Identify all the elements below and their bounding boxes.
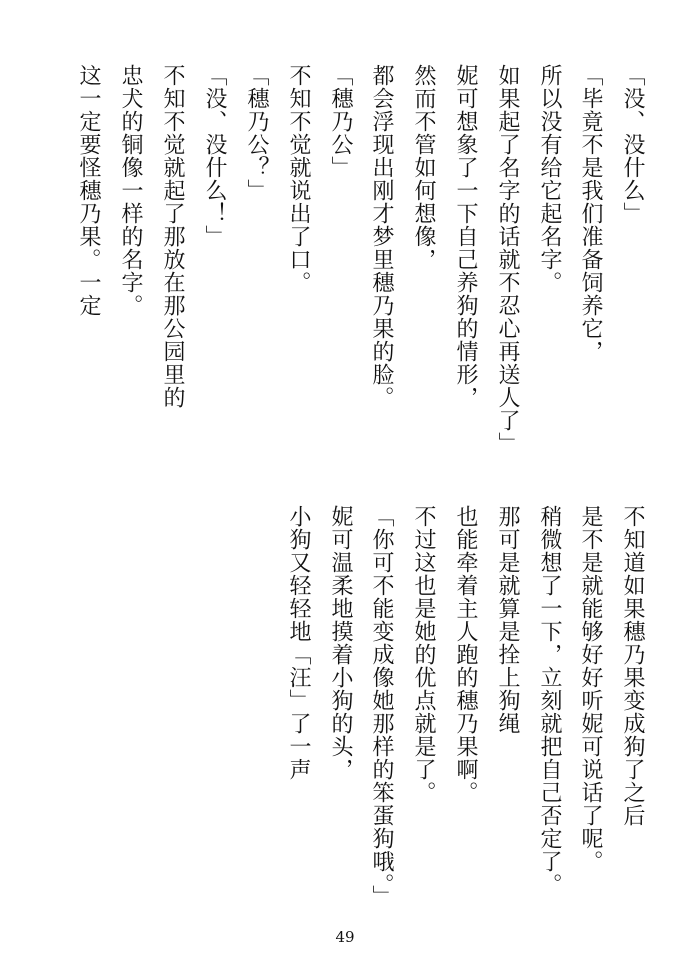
text-column: 如果起了名字的话就不忍心再送人了」 (495, 64, 520, 455)
text-column: 都会浮现出刚才梦里穗乃果的脸。 (369, 64, 394, 409)
text-column: 不知不觉就起了那放在那公园里的 (160, 64, 185, 409)
text-column: 妮可温柔地摸着小狗的头， (328, 505, 353, 781)
text-column: 「穗乃公」 (328, 64, 353, 179)
text-column: 妮可想象了一下自己养狗的情形， (453, 64, 478, 409)
text-column: 稍微想了一下，立刻就把自己否定了。 (537, 505, 562, 896)
text-column: 不知道如果穗乃果变成狗了之后 (620, 505, 645, 827)
text-column: 「没、没什么」 (620, 64, 645, 225)
text-column: 忠犬的铜像一样的名字。 (118, 64, 143, 317)
text-column: 也能牵着主人跑的穗乃果啊。 (453, 505, 478, 804)
text-column: 这一定要怪穗乃果。一定 (76, 64, 101, 317)
text-column: 「毕竟不是我们准备饲养它， (578, 64, 603, 363)
text-column: 不知不觉就说出了口。 (286, 64, 311, 294)
page-number: 49 (335, 928, 355, 946)
text-column: 「你可不能变成像她那样的笨蛋狗哦。」 (369, 505, 394, 908)
text-column: 「穗乃公？」 (244, 64, 269, 202)
text-column: 那可是就算是拴上狗绳 (495, 505, 520, 735)
text-column: 小狗又轻轻地「汪」了一声 (286, 505, 311, 781)
text-column: 「没、没什么！」 (202, 64, 227, 248)
text-column: 然而不管如何想像， (411, 64, 436, 271)
text-column: 是不是就能够好好听妮可说话了呢。 (578, 505, 603, 873)
text-column: 不过这也是她的优点就是了。 (411, 505, 436, 804)
text-column: 所以没有给它起名字。 (537, 64, 562, 294)
